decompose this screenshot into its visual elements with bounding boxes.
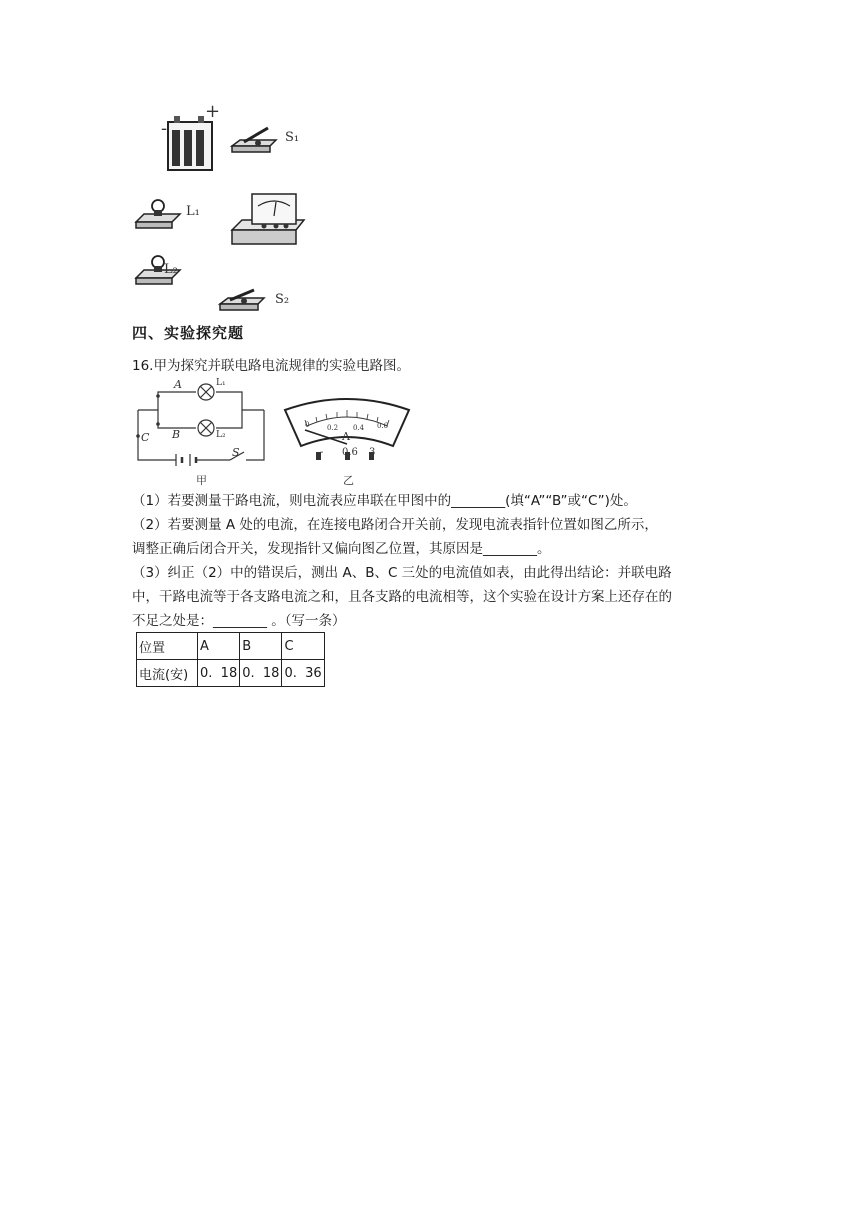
switch-s1-illustration — [230, 126, 280, 158]
table-header-row — [137, 633, 325, 660]
battery-plus-label: + — [205, 101, 221, 122]
question-title: 16.甲为探究并联电路电流规律的实验电路图。 — [132, 358, 410, 374]
question-part-1: （1）若要测量干路电流，则电流表应串联在甲图中的________(填“A”“B”或“C”)处。 — [132, 493, 637, 509]
node-b-label: B — [172, 428, 181, 441]
battery-minus-label: - — [161, 118, 168, 139]
table-cell: 0. 36 — [282, 660, 324, 687]
l2-label: L₂ — [164, 262, 178, 277]
circuit-caption: 甲 — [196, 474, 207, 487]
question-part-3-line-3: 不足之处是：________ 。（写一条） — [132, 613, 346, 629]
ammeter-terminal-3: 3 — [369, 447, 376, 458]
node-a-label: A — [174, 378, 182, 391]
switch-s2-illustration — [218, 286, 268, 314]
node-c-label: C — [141, 431, 150, 444]
s2-label: S₂ — [275, 292, 290, 307]
circuit-diagram — [134, 376, 274, 468]
table-cell: 0. 18 — [198, 660, 240, 687]
ammeter-terminal-06: 0.6 — [342, 447, 358, 458]
table-header-cell: B — [240, 633, 282, 660]
lamp-l1-illustration — [134, 196, 182, 234]
table-cell: 电流(安) — [137, 660, 198, 687]
ammeter-illustration — [230, 190, 306, 248]
ammeter-scale-02: 0.2 — [327, 424, 339, 432]
lamp1-label: L₁ — [216, 378, 226, 388]
current-table — [136, 632, 325, 687]
table-header-cell: C — [282, 633, 324, 660]
l1-label: L₁ — [186, 204, 200, 219]
ammeter-caption: 乙 — [343, 474, 354, 487]
ammeter-scale-0: 0 — [305, 421, 310, 429]
question-part-3-line-1: （3）纠正（2）中的错误后，测出 A、B、C 三处的电流值如表，由此得出结论：并联电路 — [132, 565, 672, 581]
switch-label: S — [232, 446, 240, 459]
table-header-cell: 位置 — [137, 633, 198, 660]
ammeter-terminal-minus: - — [320, 447, 324, 458]
ammeter-unit-label: A — [342, 430, 350, 443]
question-part-3-line-2: 中，干路电流等于各支路电流之和，且各支路的电流相等，这个实验在设计方案上还存在的 — [132, 589, 672, 605]
section-heading: 四、实验探究题 — [132, 324, 245, 342]
table-row — [137, 660, 325, 687]
lamp2-label: L₂ — [216, 430, 226, 440]
question-part-2-line-1: （2）若要测量 A 处的电流，在连接电路闭合开关前，发现电流表指针位置如图乙所示， — [132, 517, 658, 533]
ammeter-scale-04: 0.4 — [353, 424, 365, 432]
ammeter-scale-06: 0.6 — [377, 422, 389, 430]
table-header-cell: A — [198, 633, 240, 660]
question-part-2-line-2: 调整正确后闭合开关，发现指针又偏向图乙位置，其原因是________。 — [132, 541, 551, 557]
s1-label: S₁ — [285, 130, 300, 145]
table-cell: 0. 18 — [240, 660, 282, 687]
